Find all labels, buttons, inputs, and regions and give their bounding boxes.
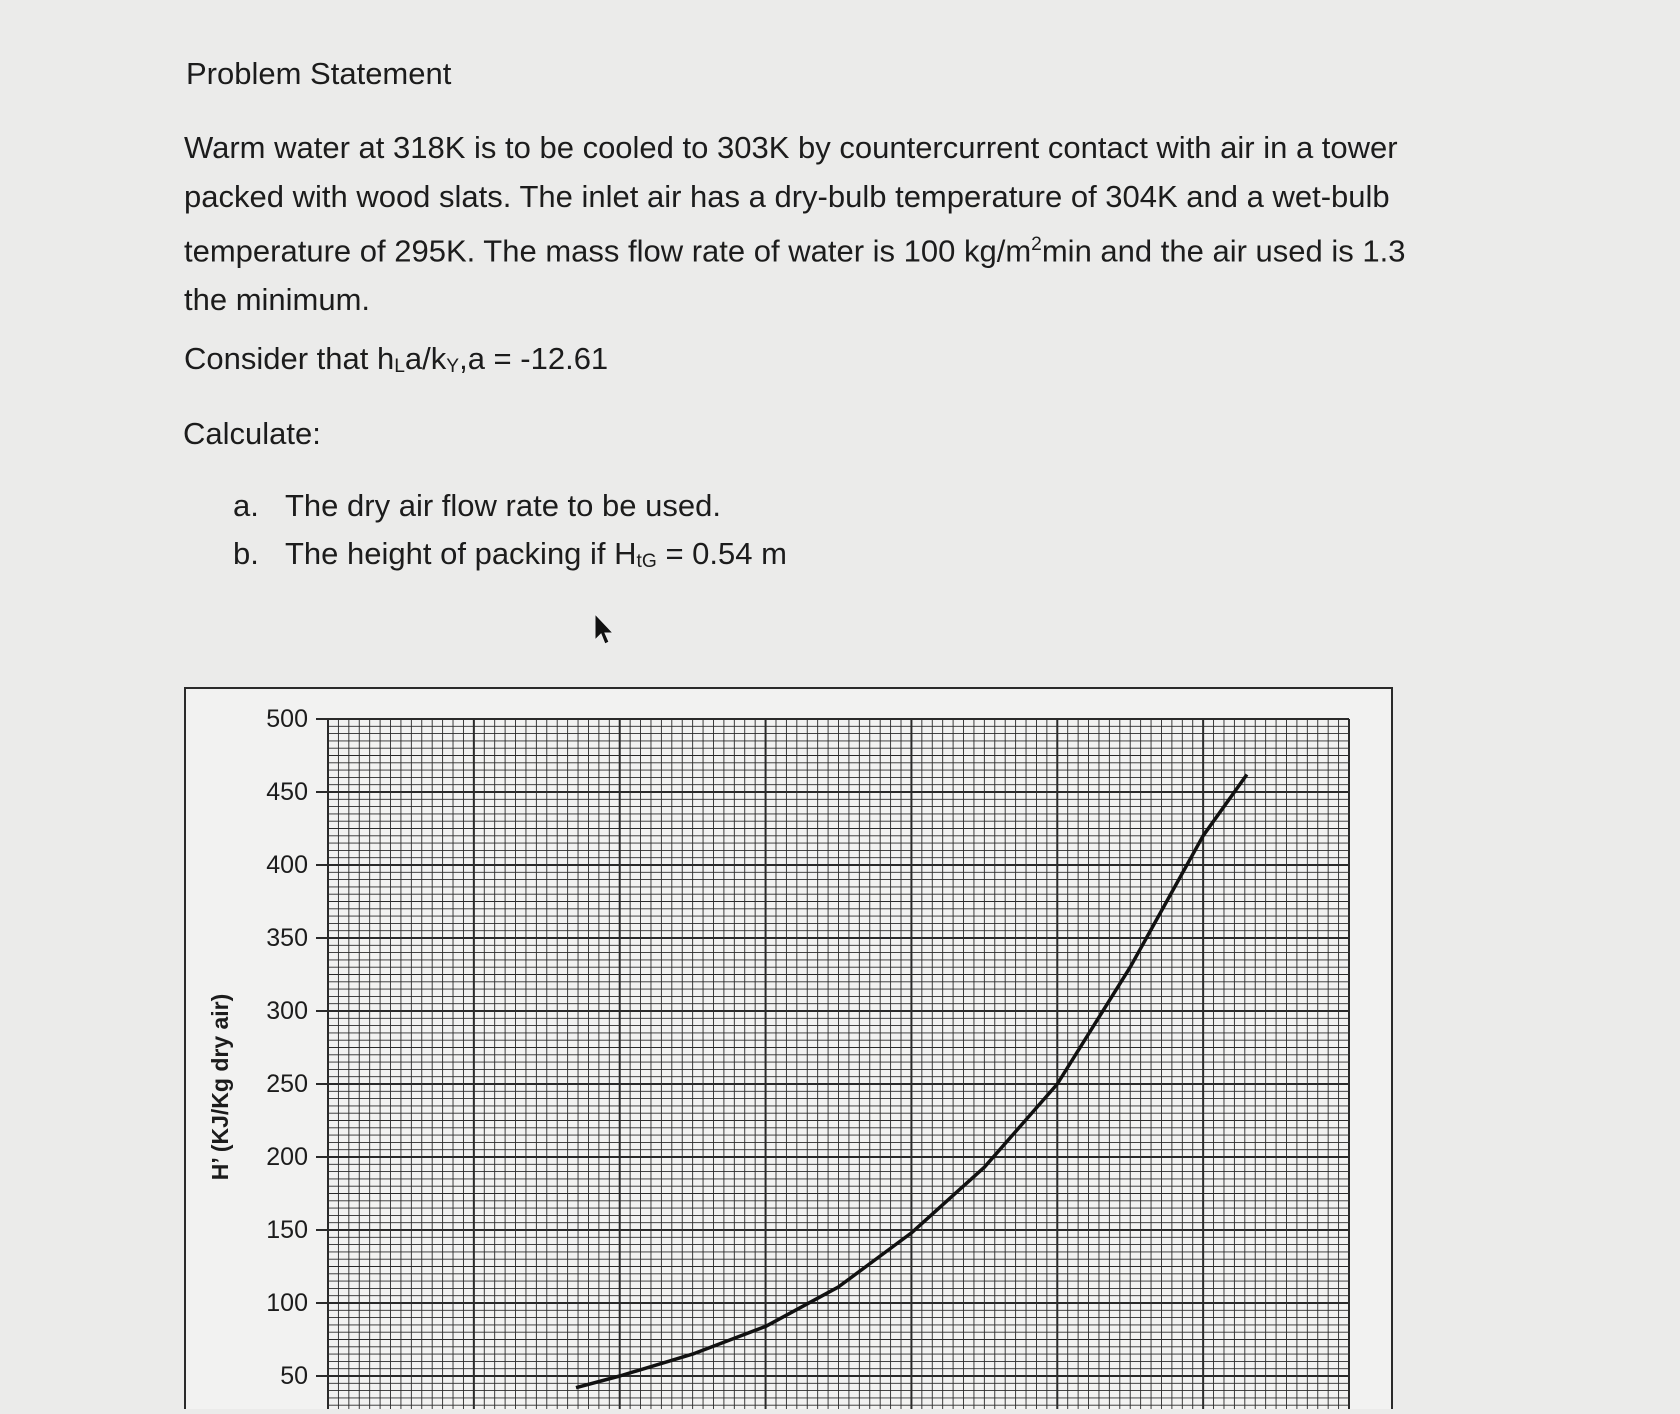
y-tick-label: 450 xyxy=(266,778,308,806)
paragraph-line-3a: temperature of 295K. The mass flow rate of water is 100 kg/m xyxy=(184,233,1032,269)
consider-mid: a/k xyxy=(404,341,447,376)
superscript-2: 2 xyxy=(1031,234,1042,255)
y-axis-ticks xyxy=(266,705,328,1390)
list-marker: a. xyxy=(233,488,259,523)
y-tick-label: 400 xyxy=(266,851,308,879)
y-tick-label: 100 xyxy=(266,1289,308,1317)
paragraph-line-4: the minimum. xyxy=(184,281,371,317)
subscript-tG: tG xyxy=(636,551,657,572)
problem-paragraph xyxy=(184,124,1504,324)
y-tick-label: 150 xyxy=(266,1216,308,1244)
list-item-text-suffix: = 0.54 m xyxy=(656,536,787,571)
y-tick-label: 200 xyxy=(266,1143,308,1171)
y-tick-label: 250 xyxy=(266,1070,308,1098)
y-tick-label: 300 xyxy=(266,997,308,1025)
paragraph-line-1: Warm water at 318K is to be cooled to 303K by countercurrent contact with air in a tower xyxy=(184,130,1398,165)
y-tick-label: 350 xyxy=(266,924,308,952)
list-item xyxy=(233,488,721,524)
subscript-L: L xyxy=(394,356,405,377)
chart-frame xyxy=(184,687,1393,1409)
list-item-text: The dry air flow rate to be used. xyxy=(285,488,721,523)
paragraph-line-2: packed with wood slats. The inlet air has a dry-bulb temperature of 304K and a wet-bulb xyxy=(184,178,1390,214)
y-axis-label: H’ (KJ/Kg dry air) xyxy=(207,993,233,1181)
y-tick-label: 500 xyxy=(266,705,308,733)
calculate-label: Calculate: xyxy=(183,416,321,451)
mouse-pointer-icon xyxy=(592,612,618,650)
subscript-Y: Y xyxy=(446,356,460,377)
list-item-text: The height of packing if H xyxy=(285,536,637,571)
list-item xyxy=(233,536,787,573)
paragraph-line-3b: min and the air used is 1.3 xyxy=(1041,233,1406,269)
consider-line xyxy=(184,341,608,378)
list-marker: b. xyxy=(233,536,259,571)
enthalpy-chart xyxy=(186,689,1391,1409)
consider-prefix: Consider that h xyxy=(184,341,395,376)
consider-suffix: ,a = -12.61 xyxy=(459,341,609,376)
minor-grid xyxy=(328,719,1349,1409)
y-tick-label: 50 xyxy=(280,1362,308,1390)
problem-title: Problem Statement xyxy=(186,56,452,91)
